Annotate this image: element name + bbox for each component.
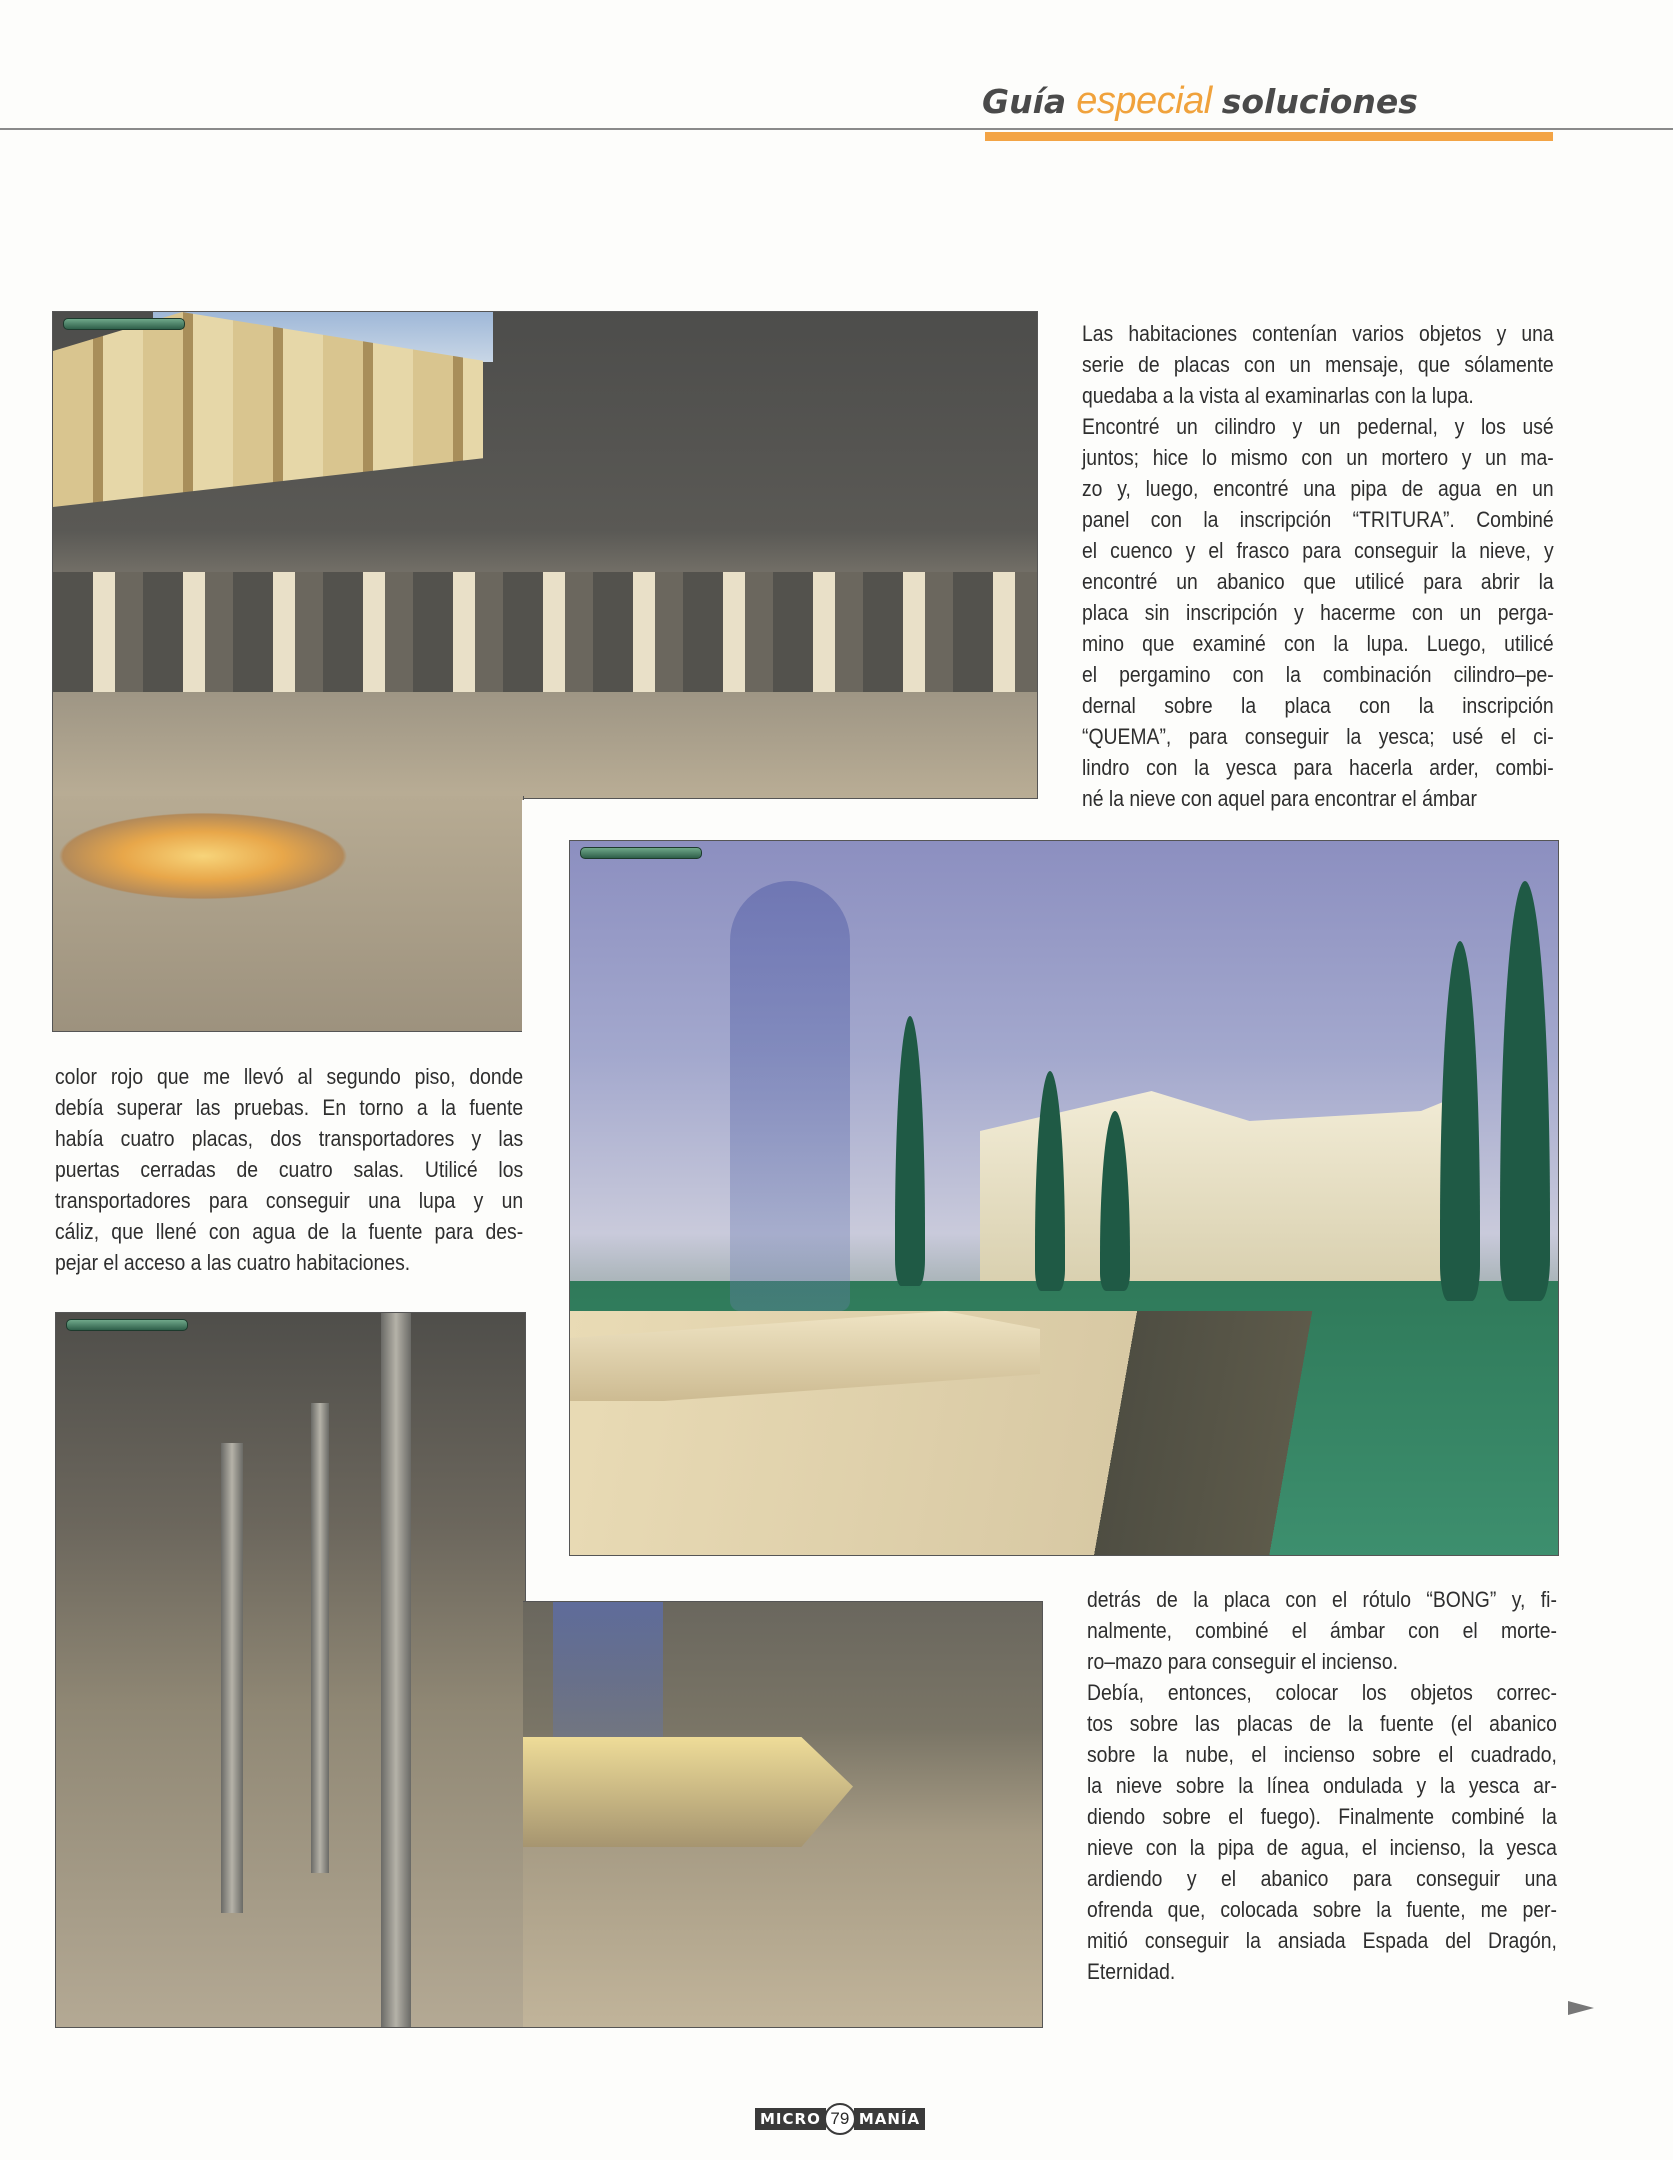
cypress-tree: [1440, 941, 1480, 1301]
screenshot-fountain-hall-right: [523, 1601, 1043, 2028]
text-line: sobre la nube, el incienso sobre el cuadrado,: [1087, 1742, 1557, 1767]
arcade: [53, 572, 1037, 692]
continue-arrow-icon: [1568, 2001, 1594, 2015]
text-line: puertas cerradas de cuatro salas. Utilicé los: [55, 1157, 524, 1182]
text-line: mitió conseguir la ansiada Espada del Dragón,: [1087, 1928, 1557, 1953]
section-title: [982, 80, 1418, 123]
cypress-tree: [1035, 1071, 1065, 1291]
game-hud-bar: [580, 847, 702, 859]
header-rule: [0, 128, 1673, 130]
text-line: ro–mazo para conseguir el incienso.: [1087, 1649, 1399, 1674]
text-line: serie de placas con un mensaje, que sólamente: [1082, 352, 1554, 377]
game-hud-bar: [63, 318, 185, 330]
text-line: el pergamino con la combinación cilindro–pe-: [1082, 662, 1554, 687]
screenshot-garden-courtyard: [569, 840, 1559, 1556]
text-line: quedaba a la vista al examinarlas con la lupa.: [1082, 383, 1474, 408]
text-line: nalmente, combiné el ámbar con el morte-: [1087, 1618, 1557, 1643]
text-line: “QUEMA”, para conseguir la yesca; usé el ci-: [1082, 724, 1554, 749]
text-line: había cuatro placas, dos transportadores y las: [55, 1126, 524, 1151]
text-line: el cuenco y el frasco para conseguir la nieve, y: [1082, 538, 1554, 563]
column: [381, 1313, 411, 2027]
cypress-tree: [1500, 881, 1550, 1301]
text-line: cáliz, que llené con agua de la fuente para des-: [55, 1219, 524, 1244]
text-line: la nieve sobre la línea ondulada y la yesca ar-: [1087, 1773, 1557, 1798]
title-guia: Guía: [982, 82, 1067, 121]
fountain-spray: [730, 881, 850, 1311]
text-line: transportadores para conseguir una lupa y un: [55, 1188, 524, 1213]
text-line: zo y, luego, encontré una pipa de agua en un: [1082, 476, 1554, 501]
magazine-footer-logo: [755, 2106, 925, 2132]
text-line: encontré un abanico que utilicé para abrir la: [1082, 569, 1554, 594]
screenshot-palace-interior: [52, 311, 1038, 799]
header-accent-bar: [985, 132, 1553, 141]
text-line: né la nieve con aquel para encontrar el ámbar: [1082, 786, 1477, 811]
screenshot-palace-floor: [52, 796, 524, 1032]
text-line: Las habitaciones contenían varios objetos y una: [1082, 321, 1554, 346]
column: [221, 1443, 243, 1913]
text-line: dernal sobre la placa con la inscripción: [1082, 693, 1554, 718]
title-especial: especial: [1076, 80, 1212, 122]
text-line: nieve con la pipa de agua, el incienso, la yesca: [1087, 1835, 1557, 1860]
text-line: ofrenda que, colocada sobre la fuente, me per-: [1087, 1897, 1557, 1922]
text-line: panel con la inscripción “TRITURA”. Combiné: [1082, 507, 1554, 532]
text-line: Debía, entonces, colocar los objetos correc-: [1087, 1680, 1557, 1705]
text-line: detrás de la placa con el rótulo “BONG” y, fi-: [1087, 1587, 1557, 1612]
text-line: Eternidad.: [1087, 1959, 1176, 1984]
text-line: debía superar las pruebas. En torno a la fuente: [55, 1095, 524, 1120]
cypress-tree: [895, 1016, 925, 1286]
text-line: lindro con la yesca para hacerla arder, combi-: [1082, 755, 1554, 780]
text-line: Encontré un cilindro y un pedernal, y los usé: [1082, 414, 1554, 439]
text-line: color rojo que me llevó al segundo piso, donde: [55, 1064, 524, 1089]
screenshot-fountain-hall: [55, 1312, 526, 2028]
page-number: 79: [824, 2103, 856, 2135]
text-line: ardiendo y el abanico para conseguir una: [1087, 1866, 1557, 1891]
text-line: tos sobre las placas de la fuente (el abanico: [1087, 1711, 1557, 1736]
text-line: juntos; hice lo mismo con un mortero y un ma-: [1082, 445, 1554, 470]
brand-micro: MICRO: [755, 2108, 826, 2130]
text-line: placa sin inscripción y hacerme con un perga-: [1082, 600, 1554, 625]
text-line: diendo sobre el fuego). Finalmente combiné la: [1087, 1804, 1557, 1829]
fountain-basin: [523, 1737, 853, 1847]
game-hud-bar: [66, 1319, 188, 1331]
article-column-left: [55, 1061, 523, 1278]
text-line: mino que examiné con la lupa. Luego, utilicé: [1082, 631, 1554, 656]
column: [311, 1403, 329, 1873]
article-column-right-bottom: [1087, 1584, 1557, 1987]
article-column-right-top: [1082, 318, 1554, 814]
brand-mania: MANÍA: [854, 2108, 925, 2130]
text-line: pejar el acceso a las cuatro habitaciones.: [55, 1250, 411, 1275]
title-soluciones: soluciones: [1221, 82, 1418, 121]
